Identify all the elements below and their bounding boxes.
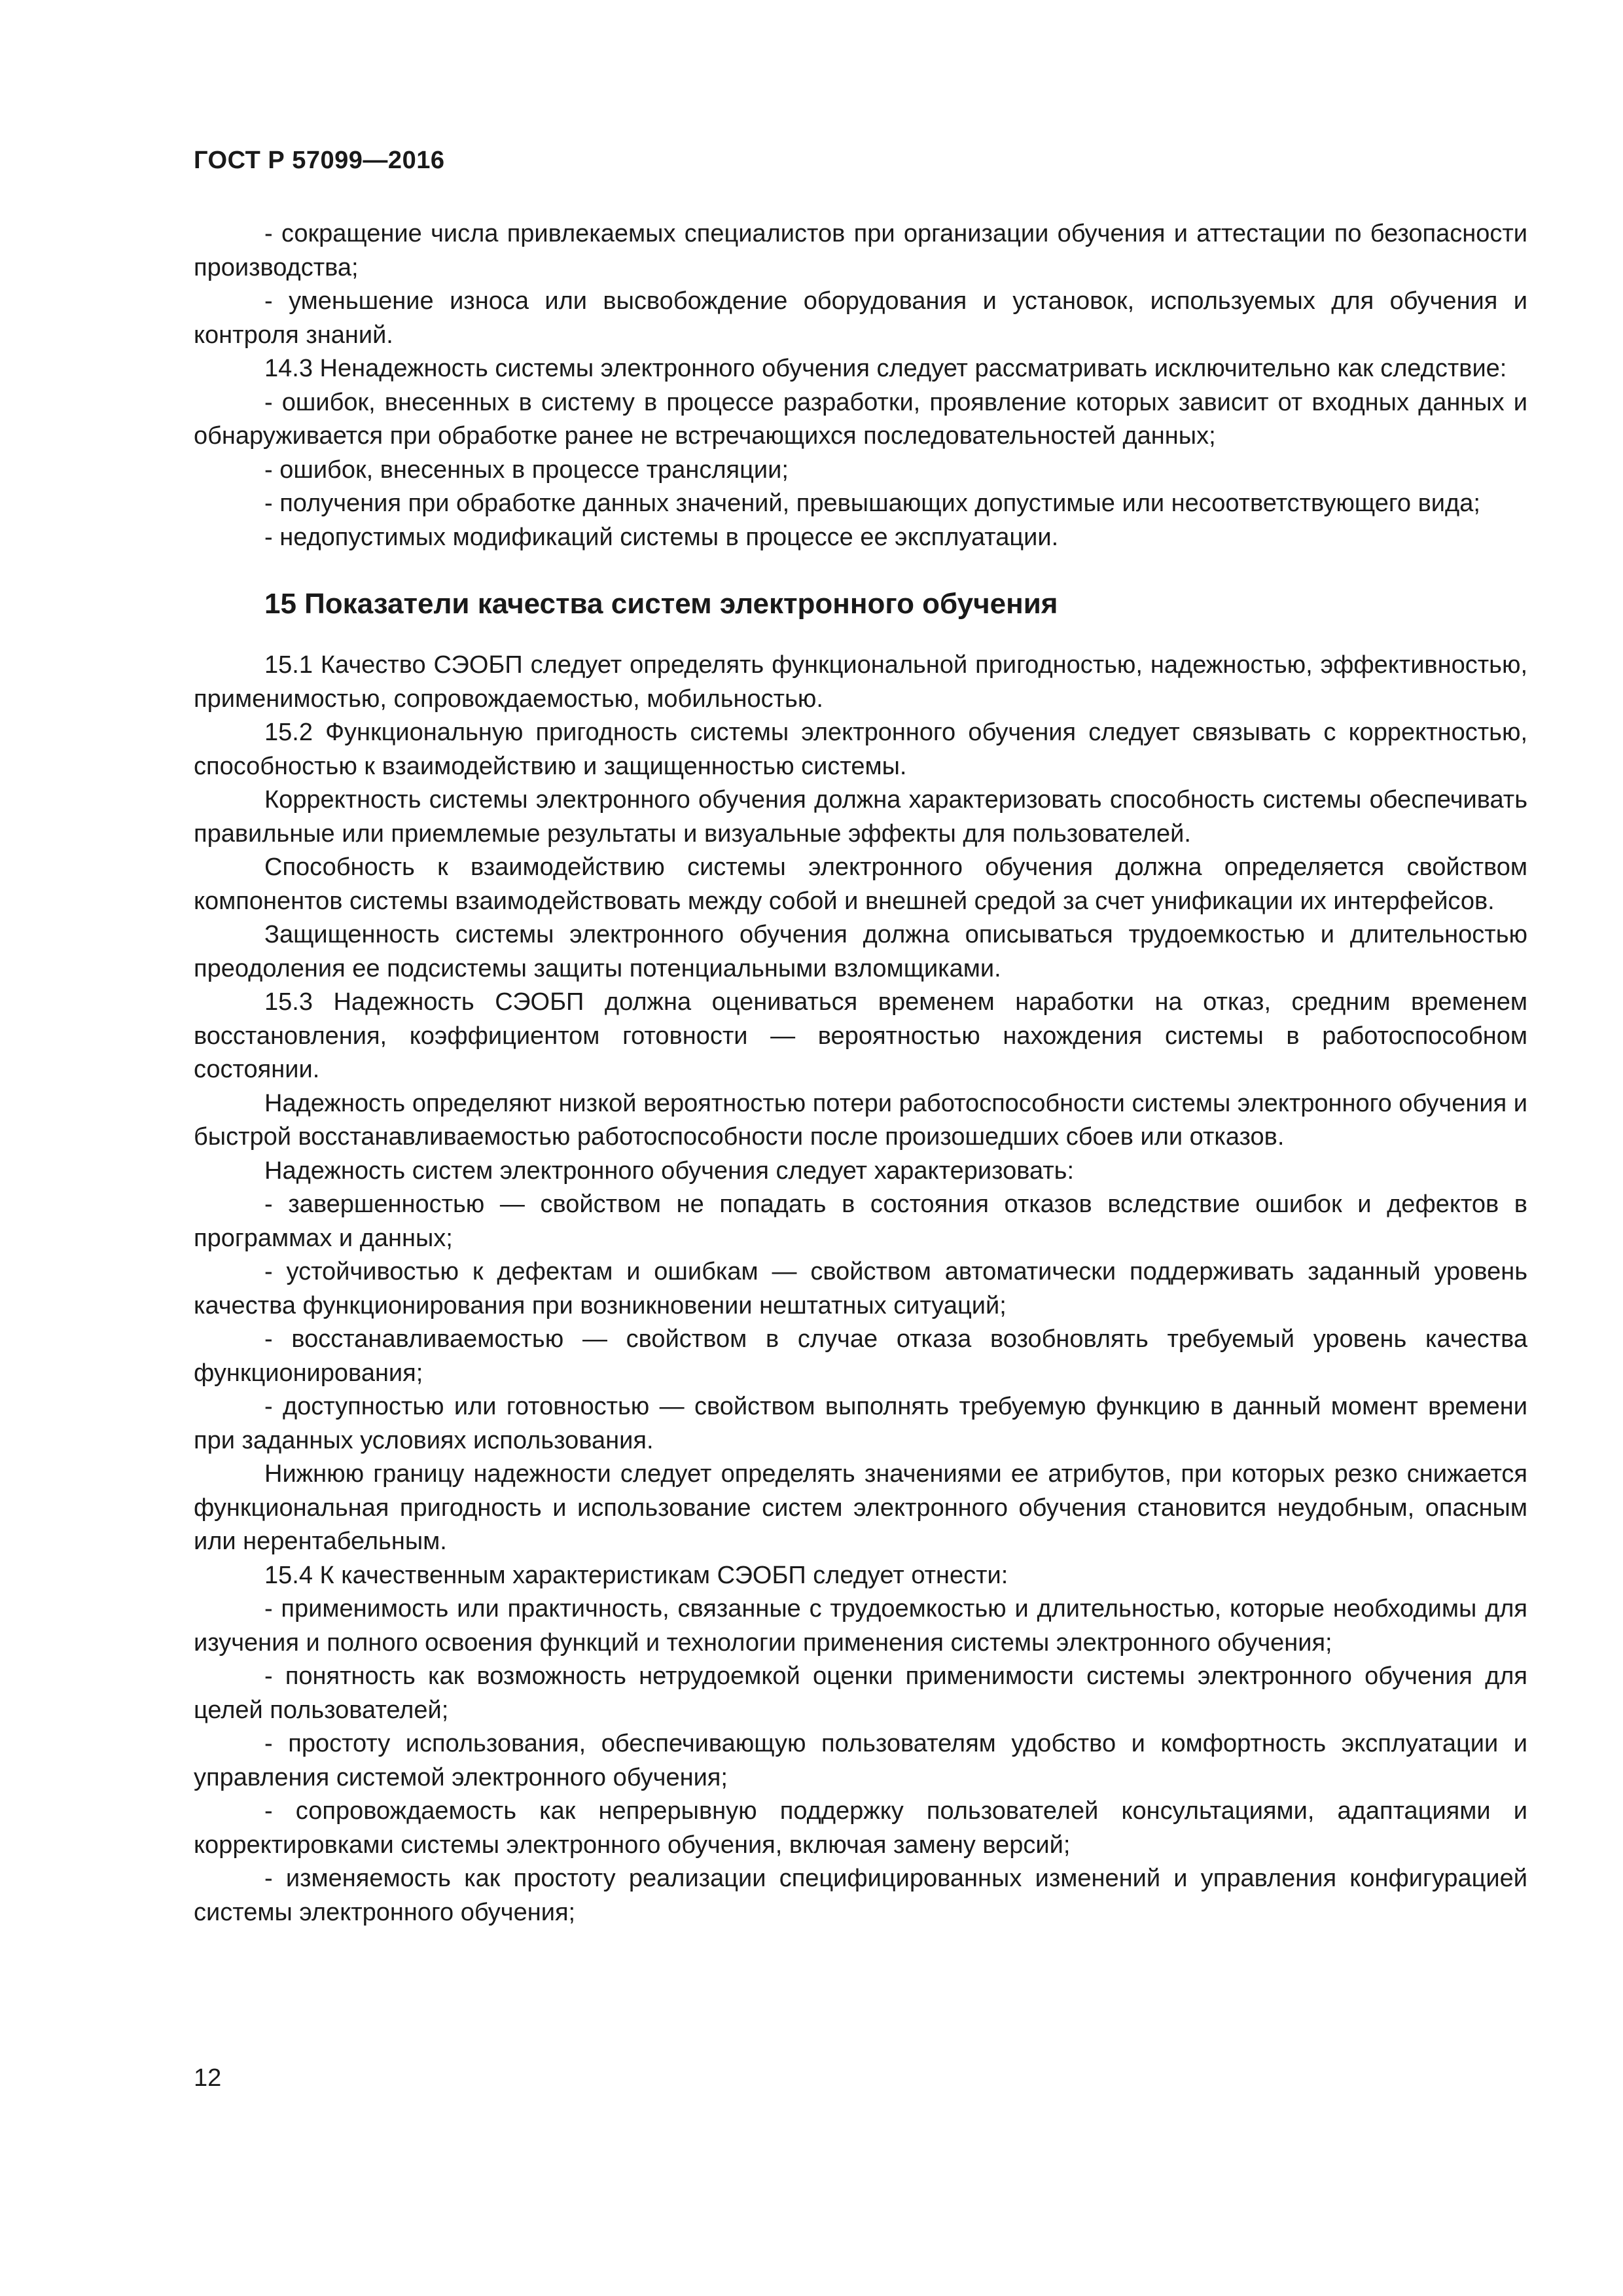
paragraph: - восстанавливаемостью — свойством в случае отказа возобновлять требуемый уровень качества функционирования; bbox=[194, 1325, 1527, 1387]
paragraph: - применимость или практичность, связанные с трудоемкостью и длительностью, которые необходимы для изучения и полного освоения функций и технологии применения системы электронного обучения; bbox=[194, 1595, 1527, 1657]
paragraph: - сокращение числа привлекаемых специалистов при организации обучения и аттестации по безопасности производства; bbox=[194, 220, 1527, 281]
paragraph: - доступностью или готовностью — свойством выполнять требуемую функцию в данный момент времени при заданных условиях использования. bbox=[194, 1393, 1527, 1454]
paragraph: - понятность как возможность нетрудоемкой оценки применимости системы электронного обучения для целей пользователей; bbox=[194, 1662, 1527, 1724]
page-number: 12 bbox=[194, 2064, 222, 2092]
paragraph: - получения при обработке данных значений, превышающих допустимые или несоответствующего вида; bbox=[264, 490, 1480, 517]
paragraph: - сопровождаемость как непрерывную поддержку пользователей консультациями, адаптациями и корректировками системы электронного обучения, включая замену версий; bbox=[194, 1797, 1527, 1859]
paragraph: - изменяемость как простоту реализации специфицированных изменений и управления конфигурацией системы электронного обучения; bbox=[194, 1865, 1527, 1926]
paragraph: - простоту использования, обеспечивающую пользователям удобство и комфортность эксплуатации и управления системой электронного обучения; bbox=[194, 1730, 1527, 1791]
body-text bbox=[194, 217, 1527, 1929]
paragraph: Надежность определяют низкой вероятностью потери работоспособности системы электронного обучения и быстрой восстанавливаемостью работоспособности после произошедших сбоев или отказов. bbox=[194, 1089, 1527, 1151]
paragraph: 15.4 К качественным характеристикам СЭОБП следует отнести: bbox=[264, 1561, 1008, 1589]
paragraph: - ошибок, внесенных в систему в процессе разработки, проявление которых зависит от входных данных и обнаруживается при обработке ранее не встречающихся последовательностей данных; bbox=[194, 388, 1527, 450]
section-title: 15 Показатели качества систем электронного обучения bbox=[264, 588, 1058, 620]
paragraph: Надежность систем электронного обучения следует характеризовать: bbox=[264, 1157, 1075, 1185]
paragraph: - завершенностью — свойством не попадать в состояния отказов вследствие ошибок и дефектов в программах и данных; bbox=[194, 1191, 1527, 1252]
paragraph: Нижнюю границу надежности следует определять значениями ее атрибутов, при которых резко снижается функциональная пригодность и использование систем электронного обучения становится неудобным, опасным или нерентабельным. bbox=[194, 1460, 1527, 1555]
paragraph: - недопустимых модификаций системы в процессе ее эксплуатации. bbox=[264, 523, 1059, 551]
paragraph: 15.3 Надежность СЭОБП должна оцениваться временем наработки на отказ, средним временем восстановления, коэффициентом готовности — вероятностью нахождения системы в работоспособном состоянии. bbox=[194, 988, 1527, 1083]
paragraph: Защищенность системы электронного обучения должна описываться трудоемкостью и длительностью преодоления ее подсистемы защиты потенциальными взломщиками. bbox=[194, 921, 1527, 982]
paragraph: - ошибок, внесенных в процессе трансляции; bbox=[264, 456, 789, 484]
paragraph: 15.2 Функциональную пригодность системы электронного обучения следует связывать с корректностью, способностью к взаимодействию и защищенностью системы. bbox=[194, 719, 1527, 780]
paragraph: Корректность системы электронного обучения должна характеризовать способность системы обеспечивать правильные или приемлемые результаты и визуальные эффекты для пользователей. bbox=[194, 786, 1527, 848]
paragraph: - уменьшение износа или высвобождение оборудования и установок, используемых для обучения и контроля знаний. bbox=[194, 287, 1527, 349]
paragraph: - устойчивостью к дефектам и ошибкам — свойством автоматически поддерживать заданный уровень качества функционирования при возникновении нештатных ситуаций; bbox=[194, 1258, 1527, 1319]
paragraph: 14.3 Ненадежность системы электронного обучения следует рассматривать исключительно как следствие: bbox=[264, 355, 1507, 382]
document-header: ГОСТ Р 57099—2016 bbox=[194, 147, 445, 174]
paragraph: 15.1 Качество СЭОБП следует определять функциональной пригодностью, надежностью, эффективностью, применимостью, сопровождаемостью, мобильностью. bbox=[194, 651, 1527, 713]
paragraph: Способность к взаимодействию системы электронного обучения должна определяется свойством компонентов системы взаимодействовать между собой и внешней средой за счет унификации их интерфейсов. bbox=[194, 853, 1527, 915]
